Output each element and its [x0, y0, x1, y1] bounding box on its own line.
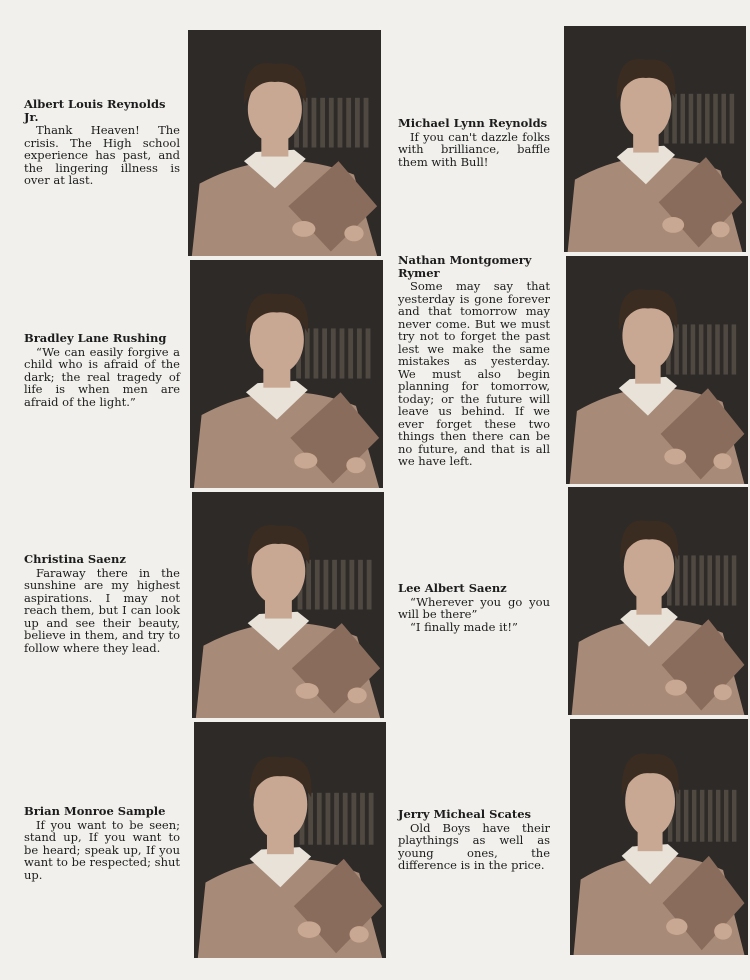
- backdrop-shelf: [360, 793, 365, 845]
- student-name: Christina Saenz: [24, 552, 126, 566]
- student-quote: “We can easily forgive a child who is afraid of the dark; the real tragedy of life is when men are afraid of the light.”: [24, 344, 180, 409]
- backdrop-shelf: [675, 555, 680, 605]
- backdrop-shelf: [312, 98, 317, 148]
- backdrop-shelf: [713, 94, 718, 144]
- backdrop-shelf: [683, 555, 688, 605]
- backdrop-shelf: [366, 328, 371, 378]
- backdrop-shelf: [351, 793, 356, 845]
- backdrop-shelf: [724, 790, 728, 842]
- backdrop-shelf: [708, 555, 713, 605]
- portrait-photo: [568, 487, 748, 715]
- portrait-illustration: [570, 719, 748, 955]
- backdrop-shelf: [705, 94, 710, 144]
- student-quote: Faraway there in the sunshine are my highest aspirations. I may not reach them, but I can look up and see their beauty, believe in them, and try to follow where they lead.: [24, 565, 180, 655]
- student-quote: If you can't dazzle folks with brilliance, baffle them with Bull!: [398, 129, 550, 169]
- portrait-photo: [566, 256, 748, 484]
- portrait-illustration: [194, 722, 386, 958]
- hand: [292, 221, 315, 237]
- backdrop-shelf: [676, 790, 680, 842]
- backdrop-shelf: [343, 793, 348, 845]
- hand: [346, 457, 365, 473]
- portrait-photo: [570, 719, 748, 955]
- portrait-illustration: [566, 256, 748, 484]
- hand: [298, 921, 321, 938]
- entry-michael-reynolds: [398, 117, 550, 168]
- hand: [344, 225, 363, 241]
- backdrop-shelf: [708, 790, 712, 842]
- portrait-photo: [188, 30, 381, 256]
- student-name: Nathan Montgomery Rymer: [398, 253, 532, 280]
- student-quote: If you want to be seen; stand up, If you want to be heard; speak up, If you want to be respected; shut up.: [24, 817, 180, 882]
- hand: [664, 449, 686, 465]
- hand: [296, 683, 319, 699]
- backdrop-shelf: [699, 555, 704, 605]
- backdrop-shelf: [334, 793, 339, 845]
- portrait-illustration: [568, 487, 748, 715]
- portrait-illustration: [188, 30, 381, 256]
- backdrop-shelf: [358, 560, 363, 610]
- backdrop-shelf: [715, 324, 720, 374]
- backdrop-shelf: [317, 793, 322, 845]
- student-quote: “Wherever you go you will be there”: [398, 594, 550, 621]
- backdrop-shelf: [326, 793, 331, 845]
- hand: [662, 217, 684, 233]
- backdrop-shelf: [367, 560, 372, 610]
- backdrop-shelf: [732, 324, 737, 374]
- backdrop-shelf: [680, 94, 685, 144]
- student-quote: “I finally made it!”: [410, 619, 518, 634]
- backdrop-shelf: [315, 560, 320, 610]
- entry-nathan-rymer: [398, 254, 550, 468]
- student-name: Jerry Micheal Scates: [398, 807, 532, 821]
- entry-jerry-scates: [398, 808, 550, 872]
- backdrop-shelf: [331, 328, 336, 378]
- backdrop-shelf: [332, 560, 337, 610]
- backdrop-shelf: [716, 790, 720, 842]
- backdrop-shelf: [721, 94, 726, 144]
- hand: [666, 918, 687, 935]
- backdrop-shelf: [672, 94, 677, 144]
- portrait-photo: [190, 260, 383, 488]
- backdrop-shelf: [684, 790, 688, 842]
- backdrop-shelf: [732, 555, 737, 605]
- backdrop-shelf: [723, 324, 728, 374]
- student-name: Albert Louis Reynolds Jr.: [24, 97, 166, 124]
- backdrop-shelf: [364, 98, 369, 148]
- backdrop-shelf: [349, 560, 354, 610]
- backdrop-shelf: [305, 328, 310, 378]
- hand: [350, 926, 369, 943]
- backdrop-shelf: [707, 324, 712, 374]
- entry-lee-saenz: [398, 582, 550, 633]
- backdrop-shelf: [329, 98, 334, 148]
- backdrop-shelf: [324, 560, 329, 610]
- backdrop-shelf: [303, 98, 308, 148]
- hand: [294, 453, 317, 469]
- entry-brian-sample: [24, 805, 180, 881]
- backdrop-shelf: [674, 324, 679, 374]
- backdrop-shelf: [682, 324, 687, 374]
- hand: [348, 687, 367, 703]
- backdrop-shelf: [369, 793, 374, 845]
- backdrop-shelf: [322, 328, 327, 378]
- backdrop-shelf: [699, 324, 704, 374]
- backdrop-shelf: [308, 793, 313, 845]
- hand: [714, 684, 732, 700]
- backdrop-shelf: [692, 790, 696, 842]
- backdrop-shelf: [314, 328, 319, 378]
- student-name: Bradley Lane Rushing: [24, 331, 167, 345]
- portrait-photo: [192, 492, 384, 718]
- student-quote: Thank Heaven! The crisis. The High school experience has past, and the lingering illness is over at last.: [24, 123, 180, 187]
- backdrop-shelf: [355, 98, 360, 148]
- backdrop-shelf: [691, 324, 696, 374]
- hand: [714, 923, 732, 940]
- backdrop-shelf: [724, 555, 729, 605]
- hand: [711, 221, 729, 237]
- hand: [665, 680, 687, 696]
- backdrop-shelf: [697, 94, 702, 144]
- backdrop-shelf: [700, 790, 704, 842]
- backdrop-shelf: [320, 98, 325, 148]
- backdrop-shelf: [306, 560, 311, 610]
- entry-christina-saenz: [24, 553, 180, 654]
- student-quote: Some may say that yesterday is gone forever and that tomorrow may never come. But we must try not to forget the past lest we make the same mistakes as yesterday. We must also begin planning for tomorrow, today; or the future will leave us behind. If we ever forget these two things then there can be no future, and that is all we have left.: [398, 279, 550, 468]
- entry-bradley-rushing: [24, 332, 180, 408]
- backdrop-shelf: [357, 328, 362, 378]
- backdrop-shelf: [338, 98, 343, 148]
- backdrop-shelf: [340, 328, 345, 378]
- student-name: Michael Lynn Reynolds: [398, 116, 548, 130]
- student-name: Lee Albert Saenz: [398, 581, 507, 595]
- backdrop-shelf: [346, 98, 351, 148]
- portrait-photo: [194, 722, 386, 958]
- backdrop-shelf: [689, 94, 694, 144]
- entry-albert-reynolds: [24, 98, 180, 187]
- backdrop-shelf: [732, 790, 736, 842]
- backdrop-shelf: [730, 94, 735, 144]
- student-quote: Old Boys have their playthings as well as young ones, the difference is in the price.: [398, 820, 550, 872]
- portrait-illustration: [190, 260, 383, 488]
- backdrop-shelf: [716, 555, 721, 605]
- backdrop-shelf: [348, 328, 353, 378]
- student-name: Brian Monroe Sample: [24, 804, 166, 818]
- portrait-photo: [564, 26, 746, 252]
- hand: [713, 453, 731, 469]
- backdrop-shelf: [691, 555, 696, 605]
- portrait-illustration: [564, 26, 746, 252]
- backdrop-shelf: [341, 560, 346, 610]
- portrait-illustration: [192, 492, 384, 718]
